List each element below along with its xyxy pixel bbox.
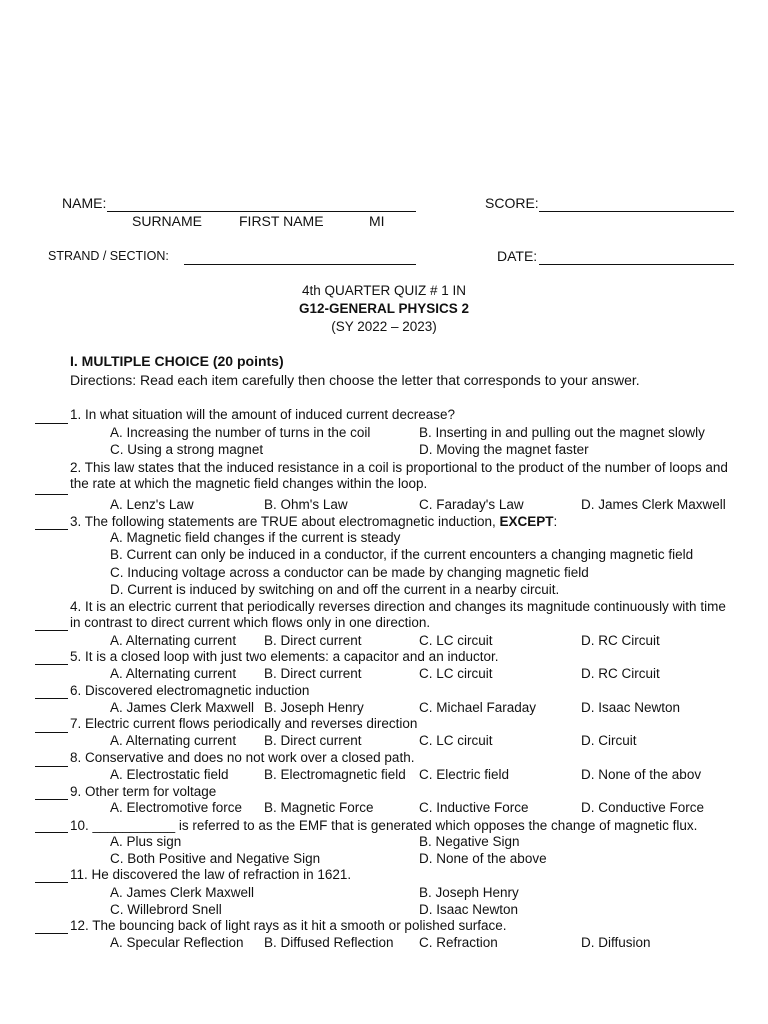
date-label: DATE:: [497, 248, 538, 264]
q2-option-b: B. Ohm's Law: [264, 497, 348, 512]
q2-option-c: C. Faraday's Law: [419, 497, 524, 512]
q12-option-c: C. Refraction: [419, 935, 498, 950]
question-3-text: 3. The following statements are TRUE about electromagnetic induction,: [70, 514, 500, 529]
q2-option-a: A. Lenz's Law: [110, 497, 194, 512]
question-3-colon: :: [553, 514, 558, 529]
q5-option-c: C. LC circuit: [419, 666, 493, 681]
q9-option-a: A. Electromotive force: [110, 800, 243, 815]
quiz-title: 4th QUARTER QUIZ # 1 IN: [301, 283, 467, 298]
q7-option-a: A. Alternating current: [110, 733, 237, 748]
q10-option-a: A. Plus sign: [110, 834, 182, 849]
answer-blank-4[interactable]: [35, 630, 68, 631]
q9-option-d: D. Conductive Force: [581, 800, 705, 815]
firstname-label: FIRST NAME: [239, 213, 324, 229]
q1-option-a: A. Increasing the number of turns in the coil: [110, 425, 371, 440]
q3-option-b: B. Current can only be induced in a conductor, if the current encounters a changing magnetic field: [110, 547, 694, 562]
answer-blank-5[interactable]: [35, 664, 68, 665]
q8-option-d: D. None of the abov: [581, 767, 702, 782]
q6-option-b: B. Joseph Henry: [264, 700, 364, 715]
q11-option-c: C. Willebrord Snell: [110, 902, 222, 917]
answer-blank-2[interactable]: [35, 494, 68, 495]
question-5: 5. It is a closed loop with just two elements: a capacitor and an inductor.: [70, 649, 499, 664]
answer-blank-7[interactable]: [35, 732, 68, 733]
q12-option-d: D. Diffusion: [581, 935, 651, 950]
answer-blank-10[interactable]: [35, 832, 68, 833]
question-11: 11. He discovered the law of refraction in 1621.: [70, 867, 352, 882]
question-8: 8. Conservative and does no not work over a closed path.: [70, 750, 415, 765]
q2-option-d: D. James Clerk Maxwell: [581, 497, 726, 512]
q4-option-b: B. Direct current: [264, 633, 362, 648]
q6-option-d: D. Isaac Newton: [581, 700, 681, 715]
q6-option-c: C. Michael Faraday: [419, 700, 537, 715]
q8-option-a: A. Electrostatic field: [110, 767, 229, 782]
mi-label: MI: [369, 213, 385, 229]
q9-option-c: C. Inductive Force: [419, 800, 529, 815]
answer-blank-1[interactable]: [35, 423, 68, 424]
q10-option-d: D. None of the above: [419, 851, 547, 866]
q5-option-a: A. Alternating current: [110, 666, 237, 681]
q10-option-c: C. Both Positive and Negative Sign: [110, 851, 321, 866]
name-field[interactable]: [107, 211, 416, 212]
answer-blank-9[interactable]: [35, 799, 68, 800]
q3-option-c: C. Inducing voltage across a conductor can be made by changing magnetic field: [110, 565, 589, 580]
section-heading: I. MULTIPLE CHOICE (20 points): [70, 353, 284, 369]
school-year: (SY 2022 – 2023): [331, 319, 437, 334]
date-field[interactable]: [539, 264, 734, 265]
q7-option-c: C. LC circuit: [419, 733, 493, 748]
question-2-line2: the rate at which the magnetic field changes within the loop.: [70, 476, 428, 491]
question-4-line1: 4. It is an electric current that periodically reverses direction and changes its magnitude continuously with time: [70, 599, 726, 614]
q6-option-a: A. James Clerk Maxwell: [110, 700, 255, 715]
answer-blank-8[interactable]: [35, 766, 68, 767]
answer-blank-12[interactable]: [35, 933, 68, 934]
answer-blank-11[interactable]: [35, 882, 68, 883]
subject-title: G12-GENERAL PHYSICS 2: [298, 301, 470, 316]
question-4-line2: in contrast to direct current which flows only in one direction.: [70, 615, 431, 630]
q7-option-b: B. Direct current: [264, 733, 362, 748]
q1-option-d: D. Moving the magnet faster: [419, 442, 589, 457]
directions: Directions: Read each item carefully then choose the letter that corresponds to your answer.: [70, 372, 640, 388]
question-9: 9. Other term for voltage: [70, 784, 217, 799]
strand-section-field[interactable]: [184, 264, 416, 265]
q8-option-b: B. Electromagnetic field: [264, 767, 406, 782]
question-1: 1. In what situation will the amount of induced current decrease?: [70, 407, 455, 422]
question-3: [70, 514, 557, 529]
q12-option-b: B. Diffused Reflection: [264, 935, 394, 950]
q12-option-a: A. Specular Reflection: [110, 935, 244, 950]
question-3-except: EXCEPT: [499, 514, 554, 529]
q11-option-a: A. James Clerk Maxwell: [110, 885, 255, 900]
q5-option-b: B. Direct current: [264, 666, 362, 681]
q4-option-d: D. RC Circuit: [581, 633, 660, 648]
q1-option-b: B. Inserting in and pulling out the magnet slowly: [419, 425, 705, 440]
score-field[interactable]: [539, 211, 734, 212]
q8-option-c: C. Electric field: [419, 767, 510, 782]
question-10: 10. ___________ is referred to as the EMF that is generated which opposes the change of magnetic flux.: [70, 818, 698, 833]
name-label: NAME:: [62, 195, 107, 211]
question-12: 12. The bouncing back of light rays as it hit a smooth or polished surface.: [70, 918, 507, 933]
q3-option-a: A. Magnetic field changes if the current is steady: [110, 530, 401, 545]
answer-blank-3[interactable]: [35, 529, 68, 530]
q7-option-d: D. Circuit: [581, 733, 637, 748]
q4-option-a: A. Alternating current: [110, 633, 237, 648]
question-2-line1: 2. This law states that the induced resistance in a coil is proportional to the product of the number of loops and: [70, 460, 728, 475]
answer-blank-6[interactable]: [35, 698, 68, 699]
q9-option-b: B. Magnetic Force: [264, 800, 374, 815]
q3-option-d: D. Current is induced by switching on and off the current in a nearby circuit.: [110, 582, 560, 597]
q11-option-d: D. Isaac Newton: [419, 902, 519, 917]
q11-option-b: B. Joseph Henry: [419, 885, 519, 900]
surname-label: SURNAME: [132, 213, 203, 229]
score-label: SCORE:: [485, 195, 539, 211]
question-7: 7. Electric current flows periodically and reverses direction: [70, 716, 418, 731]
q1-option-c: C. Using a strong magnet: [110, 442, 264, 457]
strand-section-label: STRAND / SECTION:: [48, 249, 169, 263]
q5-option-d: D. RC Circuit: [581, 666, 660, 681]
q10-option-b: B. Negative Sign: [419, 834, 520, 849]
question-6: 6. Discovered electromagnetic induction: [70, 683, 310, 698]
q4-option-c: C. LC circuit: [419, 633, 493, 648]
